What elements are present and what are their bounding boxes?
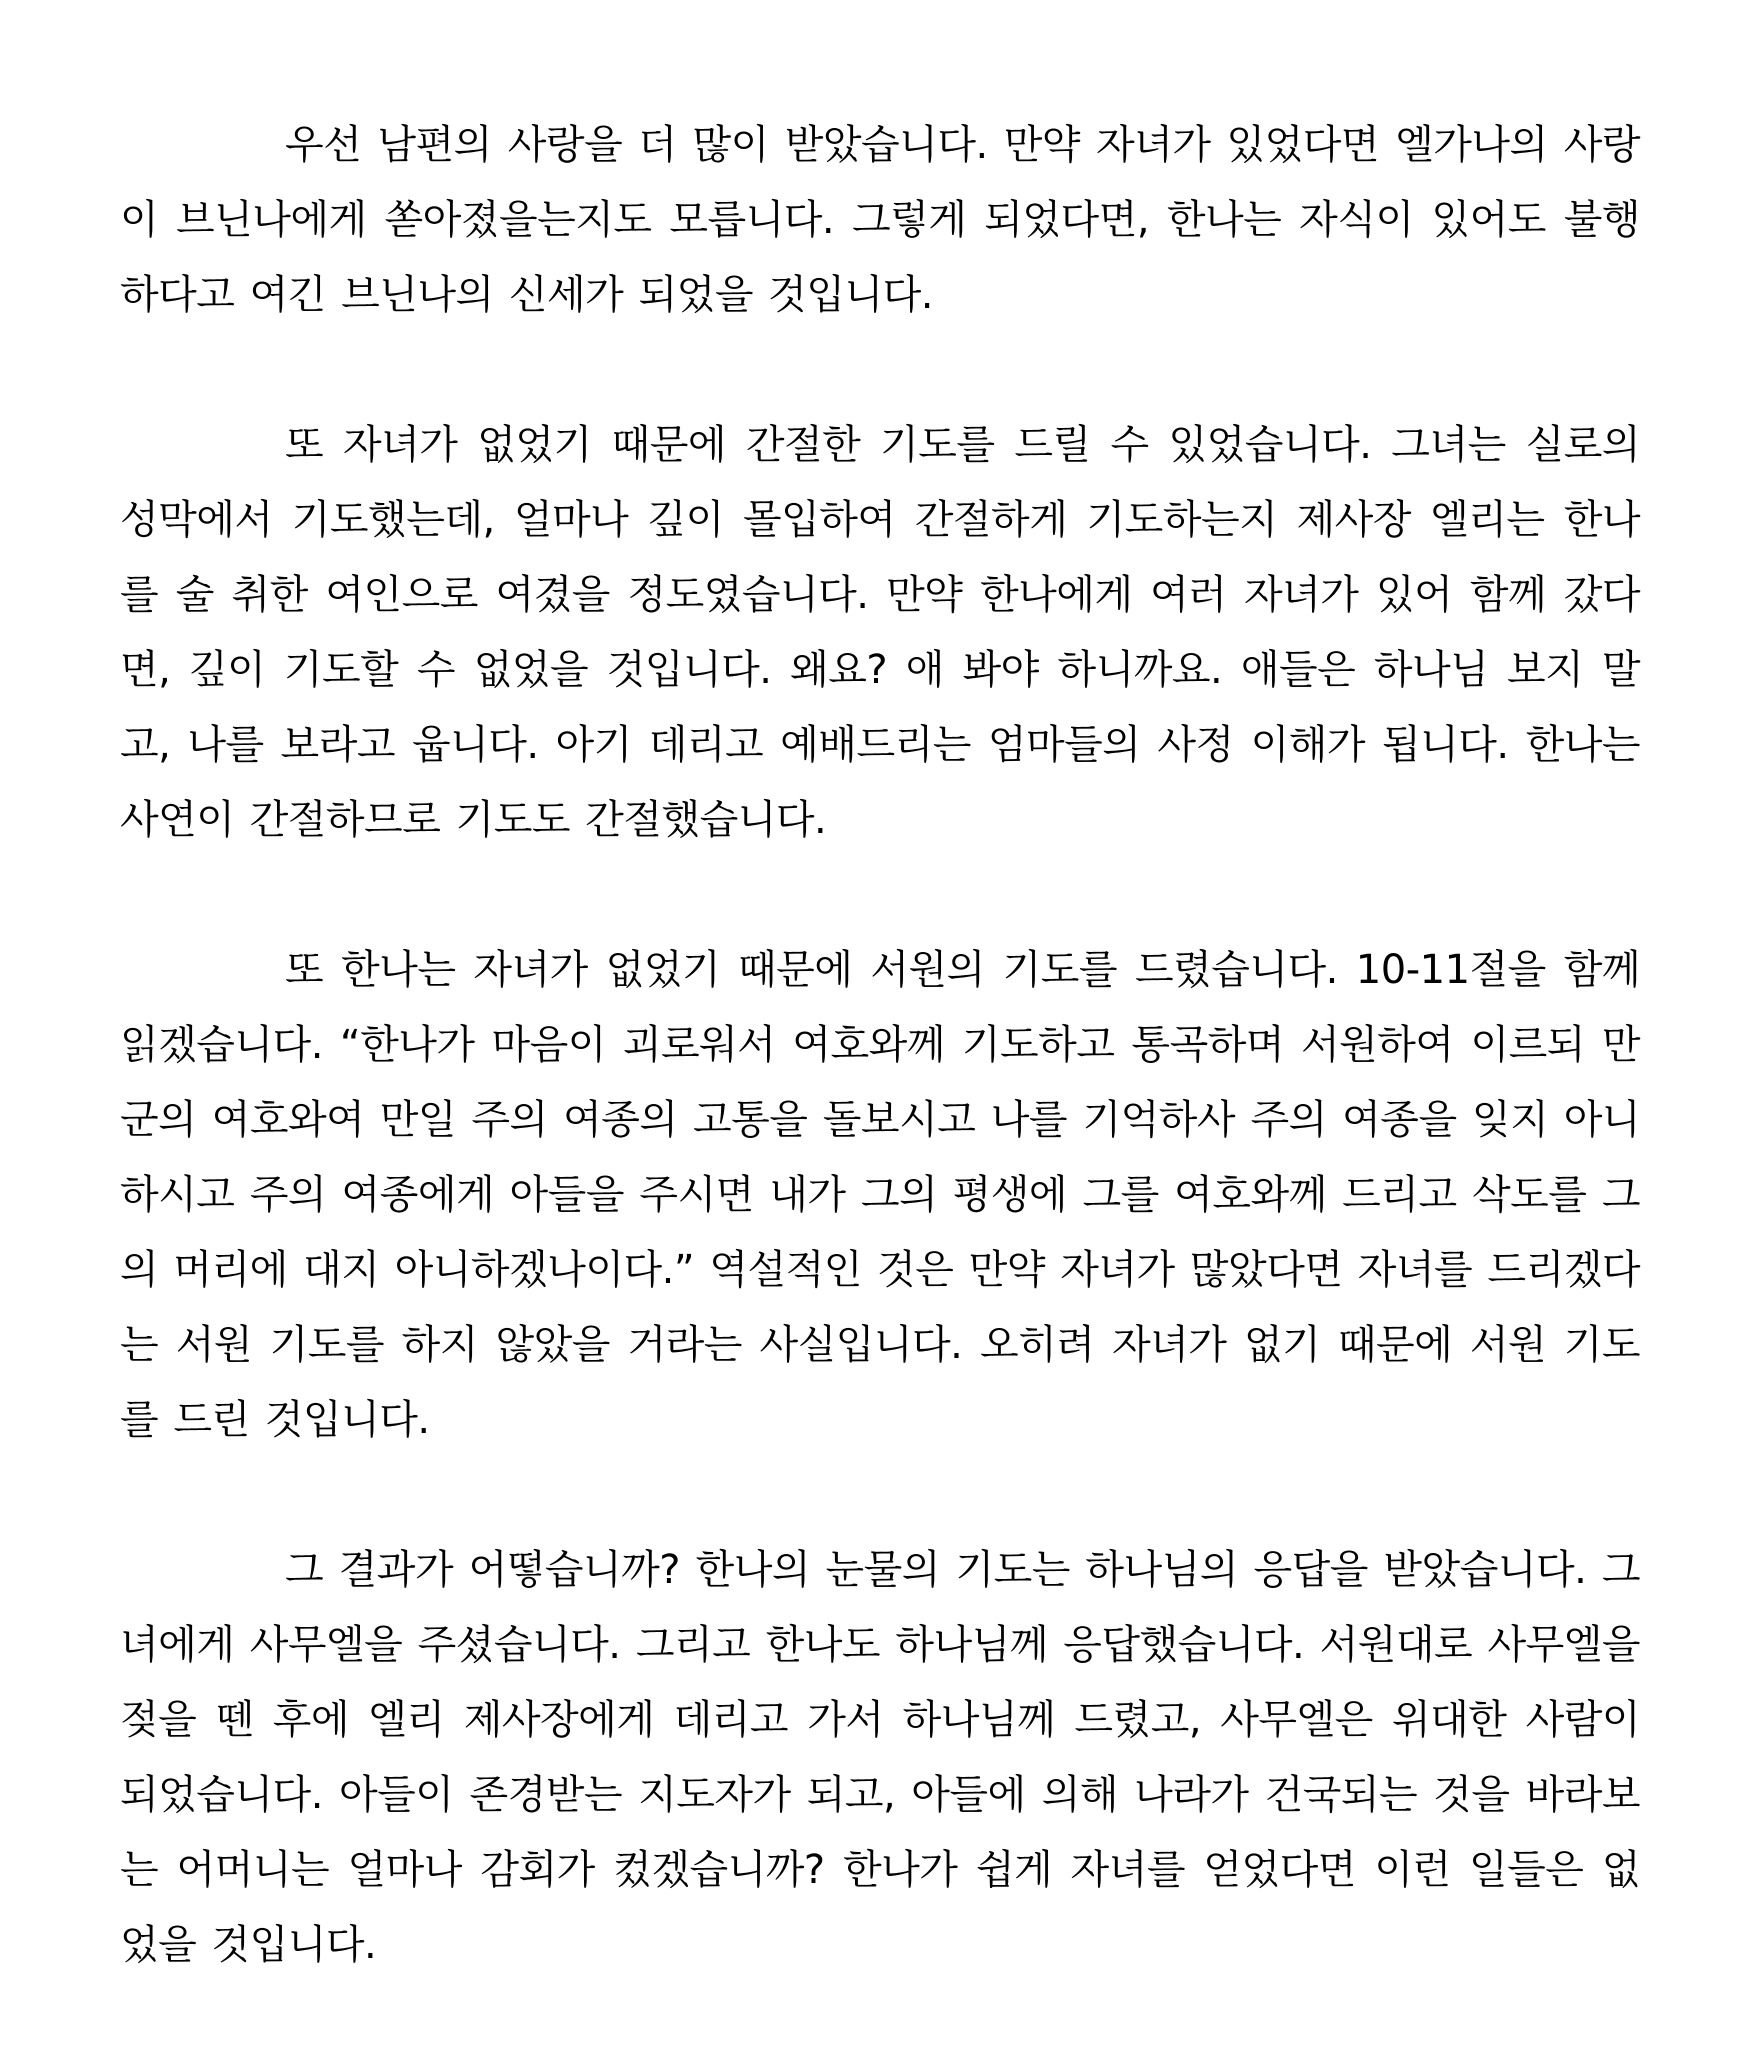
document-page	[120, 108, 1640, 1983]
paragraph-2: 또 자녀가 없었기 때문에 간절한 기도를 드릴 수 있었습니다. 그녀는 실로의 성막에서 기도했는데, 얼마나 깊이 몰입하여 간절하게 기도하는지 제사장 엘리는 한나를 술 취한 여인으로 여겼을 정도였습니다. 만약 한나에게 여러 자녀가 있어 함께 갔다면, 깊이 기도할 수 없었을 것입니다. 왜요? 애 봐야 하니까요. 애들은 하나님 보지 말고, 나를 보라고 웁니다. 아기 데리고 예배드리는 엄마들의 사정 이해가 됩니다. 한나는 사연이 간절하므로 기도도 간절했습니다.	[120, 422, 1640, 843]
paragraph-3: 또 한나는 자녀가 없었기 때문에 서원의 기도를 드렸습니다. 10-11절을 함께 읽겠습니다. “한나가 마음이 괴로워서 여호와께 기도하고 통곡하며 서원하여 이르되 만군의 여호와여 만일 주의 여종의 고통을 돌보시고 나를 기억하사 주의 여종을 잊지 아니하시고 주의 여종에게 아들을 주시면 내가 그의 평생에 그를 여호와께 드리고 삭도를 그의 머리에 대지 아니하겠나이다.” 역설적인 것은 만약 자녀가 많았다면 자녀를 드리겠다는 서원 기도를 하지 않았을 거라는 사실입니다. 오히려 자녀가 없기 때문에 서원 기도를 드린 것입니다.	[120, 947, 1640, 1443]
paragraph-4: 그 결과가 어떻습니까? 한나의 눈물의 기도는 하나님의 응답을 받았습니다. 그녀에게 사무엘을 주셨습니다. 그리고 한나도 하나님께 응답했습니다. 서원대로 사무엘을 젖을 뗀 후에 엘리 제사장에게 데리고 가서 하나님께 드렸고, 사무엘은 위대한 사람이 되었습니다. 아들이 존경받는 지도자가 되고, 아들에 의해 나라가 건국되는 것을 바라보는 어머니는 얼마나 감회가 컸겠습니까? 한나가 쉽게 자녀를 얻었다면 이런 일들은 없었을 것입니다.	[120, 1547, 1640, 1968]
paragraph-1: 우선 남편의 사랑을 더 많이 받았습니다. 만약 자녀가 있었다면 엘가나의 사랑이 브닌나에게 쏟아졌을는지도 모릅니다. 그렇게 되었다면, 한나는 자식이 있어도 불행하다고 여긴 브닌나의 신세가 되었을 것입니다.	[120, 122, 1640, 318]
